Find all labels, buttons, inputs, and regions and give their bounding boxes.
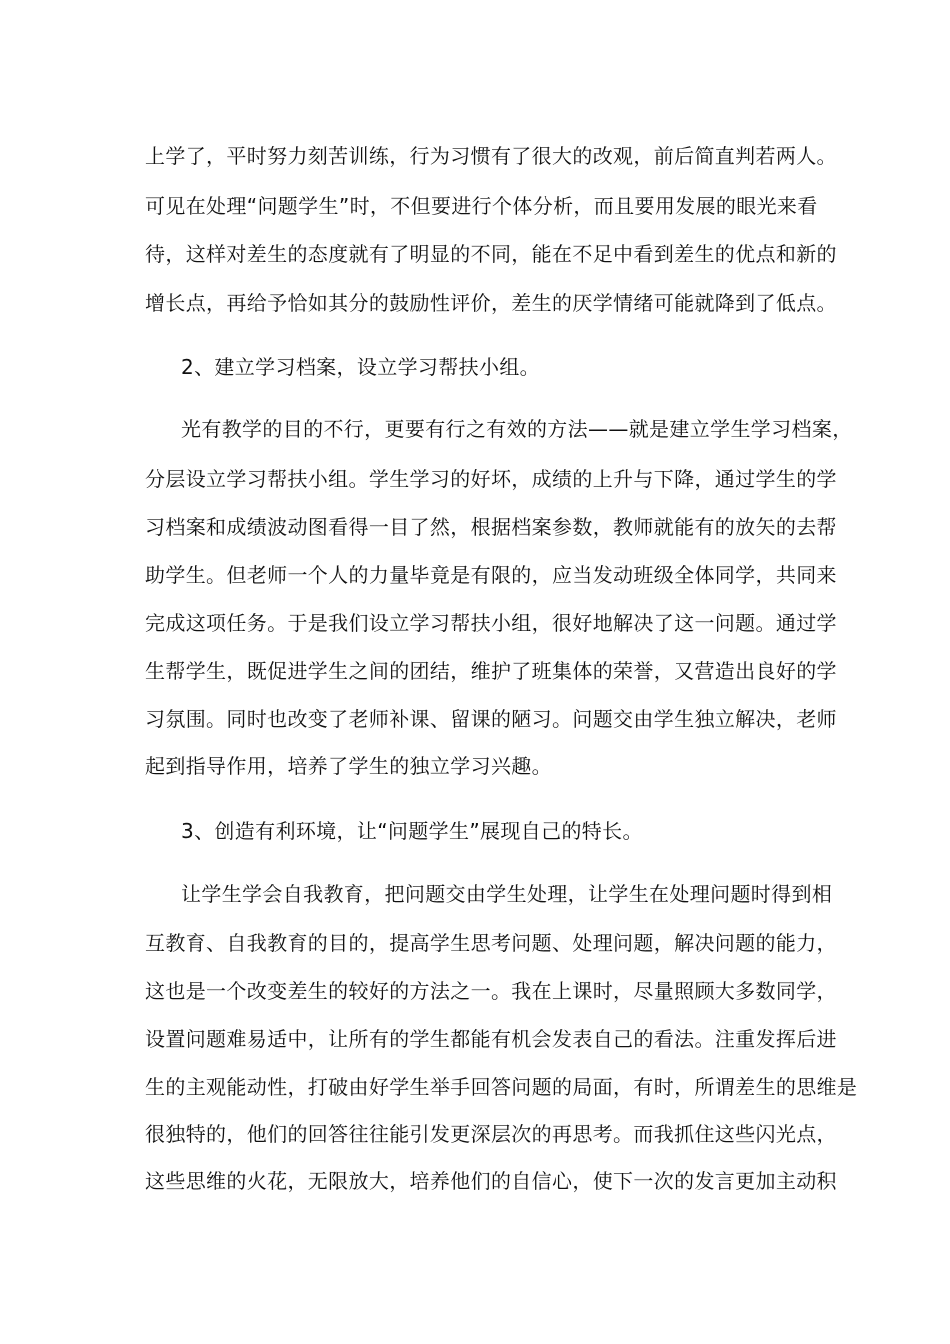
paragraph-line: 待，这样对差生的态度就有了明显的不同，能在不足中看到差生的优点和新的 [145, 242, 837, 266]
paragraph-line: 完成这项任务。于是我们设立学习帮扶小组，很好地解决了这一问题。通过学 [145, 611, 837, 635]
section-heading: 3、创造有利环境，让“问题学生”展现自己的特长。 [181, 819, 643, 843]
paragraph-line: 分层设立学习帮扶小组。学生学习的好坏，成绩的上升与下降，通过学生的学 [145, 467, 837, 491]
paragraph-line: 生的主观能动性，打破由好学生举手回答问题的局面，有时，所谓差生的思维是 [145, 1075, 858, 1099]
paragraph-line: 设置问题难易适中，让所有的学生都能有机会发表自己的看法。注重发挥后进 [145, 1027, 837, 1051]
paragraph-line: 让学生学会自我教育，把问题交由学生处理，让学生在处理问题时得到相 [181, 882, 833, 906]
paragraph-line: 生帮学生，既促进学生之间的团结，维护了班集体的荣誉，又营造出良好的学 [145, 659, 837, 683]
paragraph-line: 这也是一个改变差生的较好的方法之一。我在上课时，尽量照顾大多数同学， [145, 979, 837, 1003]
paragraph-line: 很独特的，他们的回答往往能引发更深层次的再思考。而我抓住这些闪光点， [145, 1122, 837, 1146]
paragraph-line: 助学生。但老师一个人的力量毕竟是有限的，应当发动班级全体同学，共同来 [145, 563, 837, 587]
paragraph-line: 互教育、自我教育的目的，提高学生思考问题、处理问题，解决问题的能力， [145, 931, 837, 955]
paragraph-line: 可见在处理“问题学生”时，不但要进行个体分析，而且要用发展的眼光来看 [145, 194, 818, 218]
paragraph-line: 光有教学的目的不行，更要有行之有效的方法——就是建立学生学习档案， [181, 417, 853, 441]
paragraph-line: 上学了，平时努力刻苦训练，行为习惯有了很大的改观，前后简直判若两人。 [145, 144, 837, 168]
paragraph-line: 这些思维的火花，无限放大，培养他们的自信心，使下一次的发言更加主动积 [145, 1169, 837, 1193]
paragraph-line: 习档案和成绩波动图看得一目了然，根据档案参数，教师就能有的放矢的去帮 [145, 515, 837, 539]
paragraph-line: 习氛围。同时也改变了老师补课、留课的陋习。问题交由学生独立解决，老师 [145, 707, 837, 731]
paragraph-line: 起到指导作用，培养了学生的独立学习兴趣。 [145, 754, 552, 778]
paragraph-line: 增长点，再给予恰如其分的鼓励性评价，差生的厌学情绪可能就降到了低点。 [145, 291, 837, 315]
section-heading: 2、建立学习档案，设立学习帮扶小组。 [181, 355, 541, 379]
